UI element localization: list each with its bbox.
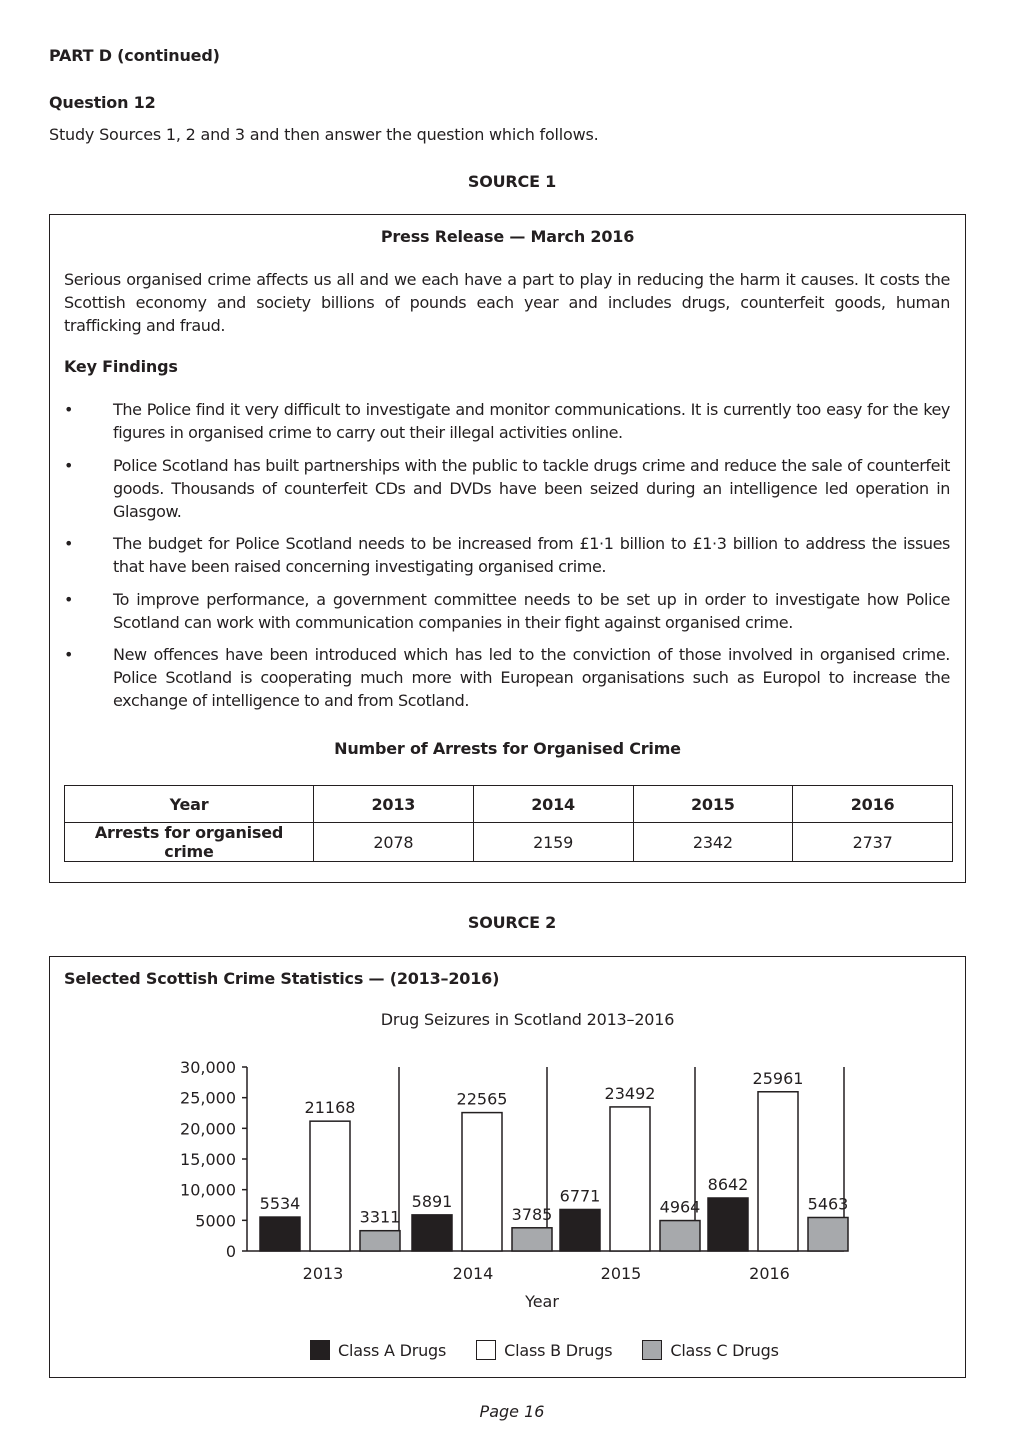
bar-value-label: 25961 (752, 1068, 804, 1088)
table-cell: 2016 (793, 786, 953, 823)
question-number: Question 12 (49, 93, 156, 112)
legend-label: Class C Drugs (670, 1340, 779, 1360)
table-row (65, 823, 953, 862)
table-cell: 2342 (633, 823, 793, 862)
table-cell: Arrests for organised crime (65, 823, 314, 862)
finding-text: New offences have been introduced which has led to the conviction of those involved in organised crime. Police Scotland is cooperating much more with European organisations such as Europol to increase the exchange of intelligence to and from Scotland. (113, 645, 950, 710)
y-tick-label: 5000 (195, 1211, 236, 1231)
bar (758, 1092, 798, 1251)
y-tick-label: 10,000 (180, 1180, 236, 1200)
legend-label: Class B Drugs (504, 1340, 613, 1360)
bar (560, 1209, 600, 1251)
arrests-table-title: Number of Arrests for Organised Crime (334, 739, 681, 758)
part-heading: PART D (continued) (49, 46, 220, 65)
source-1-label: SOURCE 1 (467, 172, 557, 191)
bar-value-label: 3311 (359, 1207, 401, 1227)
source-2-box (49, 956, 966, 1378)
y-tick-label: 20,000 (180, 1119, 236, 1139)
class-a-swatch-icon (310, 1340, 330, 1360)
press-release-title: Press Release — March 2016 (380, 227, 635, 246)
bar-value-label: 6771 (559, 1186, 601, 1206)
bar (660, 1221, 700, 1251)
bullet-icon: • (64, 534, 74, 553)
bar-value-label: 4964 (659, 1197, 701, 1217)
bar-value-label: 5534 (259, 1194, 301, 1214)
page-number: Page 16 (479, 1402, 545, 1421)
x-tick-label: 2016 (749, 1264, 790, 1283)
bar (260, 1217, 300, 1251)
table-cell: 2078 (314, 823, 474, 862)
x-tick-label: 2013 (302, 1264, 344, 1283)
bullet-icon: • (64, 400, 74, 419)
x-tick-label: 2015 (600, 1264, 642, 1283)
bar (512, 1228, 552, 1251)
finding-text: Police Scotland has built partnerships with the public to tackle drugs crime and reduce the sale of counterfeit goods. Thousands of counterfeit CDs and DVDs have been seized during an intelligence led operation in Glasgow. (113, 455, 950, 521)
table-cell: 2015 (633, 786, 793, 823)
y-tick-label: 15,000 (180, 1150, 236, 1169)
arrests-table (64, 785, 953, 862)
x-tick-label: 2014 (452, 1264, 494, 1283)
bar-value-label: 23492 (604, 1083, 656, 1103)
bullet-icon: • (64, 645, 74, 664)
y-tick-label: 0 (225, 1242, 236, 1261)
x-axis-label: Year (525, 1292, 559, 1311)
bar-value-label: 8642 (707, 1174, 749, 1194)
press-release-intro: Serious organised crime affects us all and we each have a part to play in reducing the harm it causes. It costs the Scottish economy and society billions of pounds each year and includes drugs, counterfeit goods, human trafficking and fraud. (64, 270, 950, 335)
key-findings-heading: Key Findings (64, 357, 178, 376)
key-findings-list (64, 398, 950, 722)
class-c-swatch-icon (642, 1340, 662, 1360)
chart-title: Drug Seizures in Scotland 2013–2016 (380, 1010, 675, 1029)
bar (610, 1107, 650, 1251)
legend-item-class-a (310, 1340, 446, 1360)
bar-value-label: 5463 (807, 1194, 849, 1214)
table-header-row (65, 786, 953, 823)
bar-value-label: 5891 (411, 1191, 453, 1211)
bar (310, 1121, 350, 1251)
source-1-box (49, 214, 966, 883)
table-cell: 2737 (793, 823, 953, 862)
legend-item-class-c (642, 1340, 778, 1360)
finding-item (64, 532, 950, 578)
finding-item (64, 398, 950, 444)
finding-item (64, 454, 950, 523)
source-2-title: Selected Scottish Crime Statistics — (2013–2016) (64, 969, 500, 988)
bar (708, 1198, 748, 1251)
chart-legend (310, 1340, 809, 1360)
class-b-swatch-icon (476, 1340, 496, 1360)
bar (360, 1231, 400, 1251)
table-cell: 2013 (314, 786, 474, 823)
bullet-icon: • (64, 589, 74, 609)
table-cell: 2159 (473, 823, 633, 862)
finding-item (64, 643, 950, 712)
finding-item (64, 588, 950, 634)
bar-value-label: 3785 (511, 1204, 553, 1224)
legend-item-class-b (476, 1340, 612, 1360)
source-2-label: SOURCE 2 (467, 913, 557, 932)
table-cell: Year (65, 786, 314, 823)
bar-value-label: 21168 (304, 1098, 356, 1118)
table-cell: 2014 (473, 786, 633, 823)
bar-value-label: 22565 (456, 1089, 508, 1109)
question-instruction: Study Sources 1, 2 and 3 and then answer the question which follows. (49, 125, 599, 144)
drug-seizures-bar-chart (50, 957, 965, 1377)
y-tick-label: 30,000 (180, 1058, 236, 1077)
y-tick-label: 25,000 (180, 1088, 236, 1108)
finding-text: The Police find it very difficult to investigate and monitor communications. It is currently too easy for the key figures in organised crime to carry out their illegal activities online. (113, 400, 950, 442)
bullet-icon: • (64, 455, 74, 475)
finding-text: To improve performance, a government committee needs to be set up in order to investigate how Police Scotland can work with communication companies in their fight against organised crime. (113, 589, 950, 632)
finding-text: The budget for Police Scotland needs to be increased from £1·1 billion to £1·3 billion to address the issues that have been raised concerning investigating organised crime. (113, 534, 950, 576)
bar (462, 1113, 502, 1251)
legend-label: Class A Drugs (338, 1340, 447, 1360)
bar (808, 1217, 848, 1251)
bar (412, 1215, 452, 1251)
